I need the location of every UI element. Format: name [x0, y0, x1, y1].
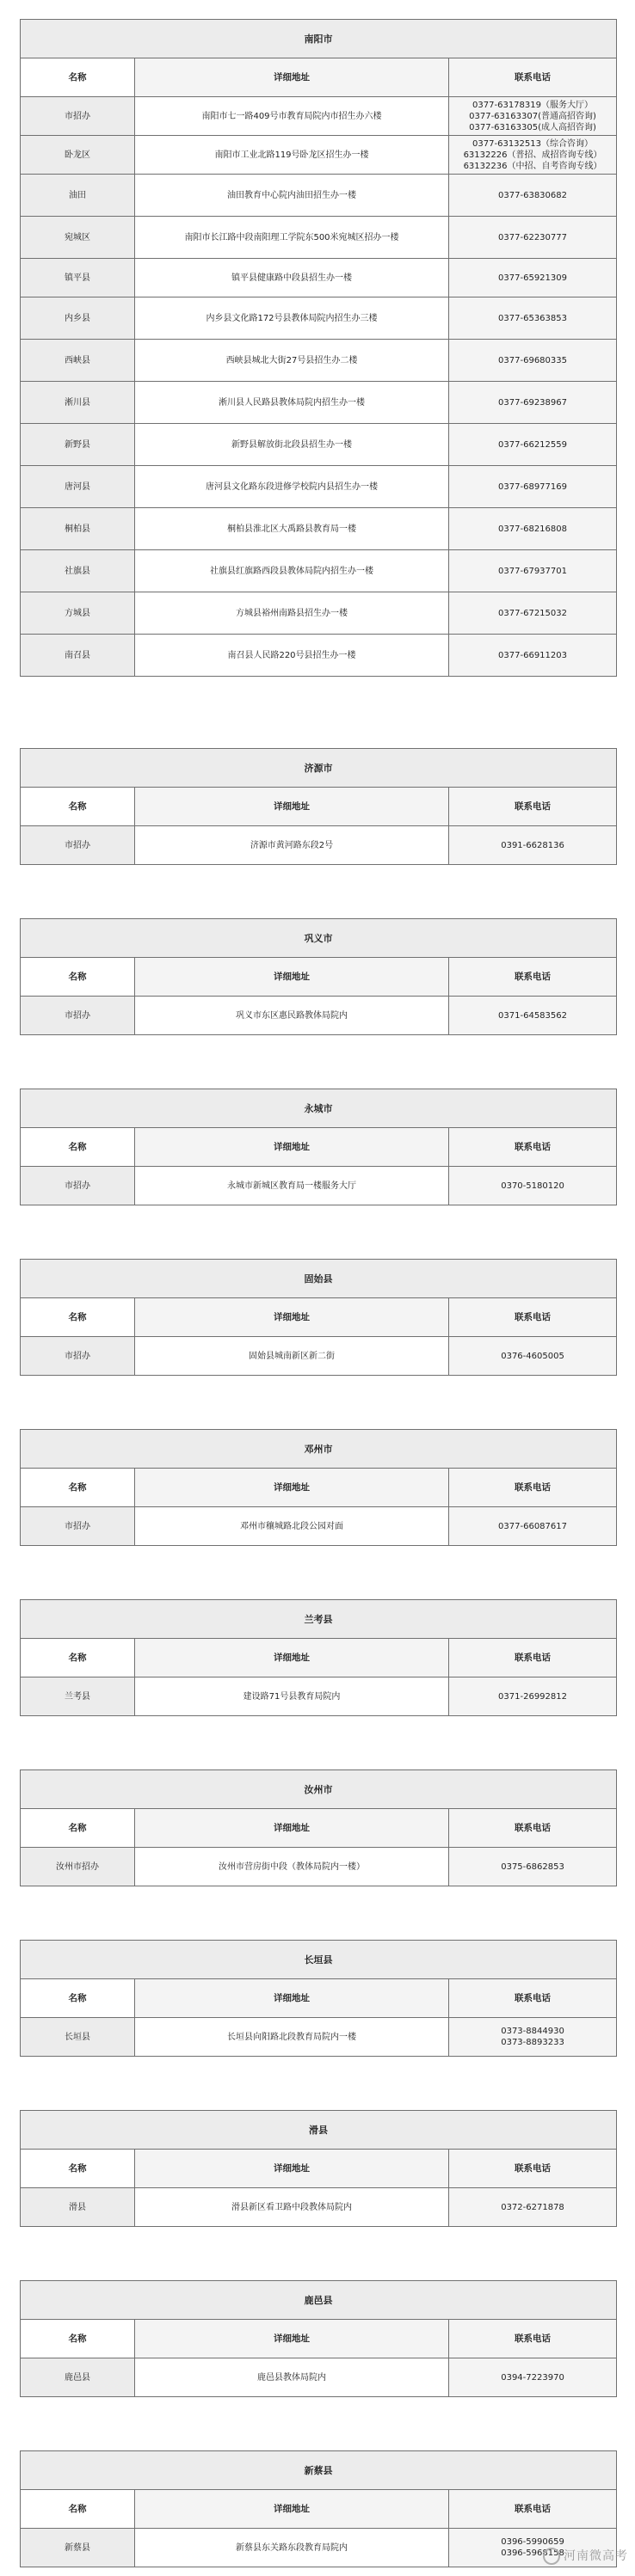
office-name: 长垣县	[21, 2018, 135, 2057]
office-name: 兰考县	[21, 1677, 135, 1716]
office-phone	[449, 382, 617, 424]
office-name: 社旗县	[21, 550, 135, 592]
name-header: 名称	[21, 1469, 135, 1507]
office-phone	[449, 1507, 617, 1546]
section-table	[20, 1769, 617, 1886]
office-phone	[449, 340, 617, 382]
phone-number: 0372-6271878	[501, 2202, 564, 2212]
office-phone	[449, 424, 617, 466]
office-phone	[449, 1677, 617, 1716]
header-row	[21, 2320, 617, 2358]
office-phone	[449, 2018, 617, 2057]
table-row	[21, 826, 617, 865]
office-phone	[449, 592, 617, 635]
section-title: 滑县	[21, 2111, 617, 2150]
table-row	[21, 635, 617, 677]
office-address: 鹿邑县教体局院内	[135, 2358, 449, 2397]
phone-number: 0375-6862853	[501, 1861, 564, 1872]
table-row	[21, 1167, 617, 1205]
table-row	[21, 136, 617, 175]
phone-number: 0377-69238967	[498, 397, 567, 408]
office-address: 油田教育中心院内油田招生办一楼	[135, 175, 449, 217]
office-address: 淅川县人民路县教体局院内招生办一楼	[135, 382, 449, 424]
name-header: 名称	[21, 1639, 135, 1677]
phone-header: 联系电话	[449, 1809, 617, 1848]
header-row	[21, 1128, 617, 1167]
section-table	[20, 2280, 617, 2397]
address-header: 详细地址	[135, 1298, 449, 1337]
section-table	[20, 1089, 617, 1205]
address-header: 详细地址	[135, 1639, 449, 1677]
office-phone	[449, 550, 617, 592]
section-table	[20, 2450, 617, 2567]
table-row	[21, 382, 617, 424]
phone-number: 0377-63830682	[498, 190, 567, 200]
table-row	[21, 340, 617, 382]
office-address: 固始县城南新区新二街	[135, 1337, 449, 1376]
office-address: 唐河县文化路东段进修学校院内县招生办一楼	[135, 466, 449, 508]
address-header: 详细地址	[135, 2320, 449, 2358]
phone-number: 0377-66212559	[498, 439, 567, 450]
office-name: 市招办	[21, 826, 135, 865]
section-table	[20, 748, 617, 865]
office-phone	[449, 2358, 617, 2397]
office-name: 唐河县	[21, 466, 135, 508]
table-row	[21, 297, 617, 340]
table-row	[21, 1677, 617, 1716]
office-phone	[449, 175, 617, 217]
header-row	[21, 1809, 617, 1848]
office-address: 滑县新区看卫路中段教体局院内	[135, 2188, 449, 2227]
name-header: 名称	[21, 2490, 135, 2529]
phone-number: 0370-5180120	[501, 1181, 564, 1191]
phone-number: 0396-5990659	[501, 2537, 564, 2547]
section-table	[20, 918, 617, 1035]
office-address: 济源市黄河路东段2号	[135, 826, 449, 865]
phone-header: 联系电话	[449, 1979, 617, 2018]
section-title: 济源市	[21, 749, 617, 788]
office-name: 宛城区	[21, 217, 135, 259]
phone-number: 0371-64583562	[498, 1010, 567, 1021]
phone-number: 0377-66911203	[498, 650, 567, 660]
table-row	[21, 97, 617, 136]
office-address: 巩义市东区惠民路教体局院内	[135, 997, 449, 1035]
section-table	[20, 2110, 617, 2227]
address-header: 详细地址	[135, 788, 449, 826]
office-name: 新蔡县	[21, 2529, 135, 2567]
phone-header: 联系电话	[449, 1128, 617, 1167]
office-name: 方城县	[21, 592, 135, 635]
watermark-text: 河南微高考	[564, 2549, 628, 2563]
phone-header: 联系电话	[449, 958, 617, 997]
phone-number: 63132236（中招、自考咨询专线）	[463, 161, 602, 171]
office-phone	[449, 1337, 617, 1376]
office-address: 新野县解放街北段县招生办一楼	[135, 424, 449, 466]
office-name: 汝州市招办	[21, 1848, 135, 1886]
office-phone	[449, 1167, 617, 1205]
section-title: 南阳市	[21, 20, 617, 58]
phone-number: 0373-8893233	[501, 2038, 564, 2047]
phone-number: 0377-63178319（服务大厅）	[472, 100, 593, 110]
office-address: 建设路71号县教育局院内	[135, 1677, 449, 1716]
phone-number: 0377-65921309	[498, 273, 567, 283]
table-row	[21, 2358, 617, 2397]
office-phone	[449, 217, 617, 259]
office-address: 邓州市穰城路北段公园对面	[135, 1507, 449, 1546]
office-name: 内乡县	[21, 297, 135, 340]
table-row	[21, 466, 617, 508]
name-header: 名称	[21, 788, 135, 826]
office-phone	[449, 2188, 617, 2227]
table-row	[21, 997, 617, 1035]
phone-header: 联系电话	[449, 1298, 617, 1337]
name-header: 名称	[21, 1979, 135, 2018]
office-name: 镇平县	[21, 259, 135, 297]
office-name: 市招办	[21, 1507, 135, 1546]
phone-number: 0371-26992812	[498, 1691, 567, 1702]
header-row	[21, 2150, 617, 2188]
phone-number: 0396-5968158	[501, 2548, 564, 2558]
section-table	[20, 1259, 617, 1376]
office-name: 西峡县	[21, 340, 135, 382]
name-header: 名称	[21, 2150, 135, 2188]
office-address: 新蔡县东关路东段教育局院内	[135, 2529, 449, 2567]
phone-number: 0377-63163305(成人高招咨询)	[469, 122, 596, 132]
office-name: 鹿邑县	[21, 2358, 135, 2397]
header-row	[21, 1469, 617, 1507]
phone-header: 联系电话	[449, 1639, 617, 1677]
office-phone	[449, 466, 617, 508]
office-address: 方城县裕州南路县招生办一楼	[135, 592, 449, 635]
section-title: 巩义市	[21, 919, 617, 958]
name-header: 名称	[21, 2320, 135, 2358]
phone-number: 0377-63163307(普通高招咨询)	[469, 111, 596, 121]
office-phone	[449, 997, 617, 1035]
section-title: 长垣县	[21, 1941, 617, 1979]
table-row	[21, 2529, 617, 2567]
name-header: 名称	[21, 958, 135, 997]
section-title: 固始县	[21, 1260, 617, 1298]
header-row	[21, 1979, 617, 2018]
address-header: 详细地址	[135, 1809, 449, 1848]
office-address: 桐柏县淮北区大禹路县教育局一楼	[135, 508, 449, 550]
office-name: 新野县	[21, 424, 135, 466]
address-header: 详细地址	[135, 1128, 449, 1167]
office-name: 卧龙区	[21, 136, 135, 175]
section-table	[20, 1429, 617, 1546]
table-row	[21, 550, 617, 592]
table-row	[21, 175, 617, 217]
table-row	[21, 1848, 617, 1886]
phone-number: 0394-7223970	[501, 2372, 564, 2383]
phone-number: 0391-6628136	[501, 840, 564, 850]
section-title: 汝州市	[21, 1770, 617, 1809]
table-row	[21, 2018, 617, 2057]
header-row	[21, 1639, 617, 1677]
phone-header: 联系电话	[449, 788, 617, 826]
table-row	[21, 1507, 617, 1546]
table-row	[21, 217, 617, 259]
address-header: 详细地址	[135, 1469, 449, 1507]
office-address: 南阳市七一路409号市教育局院内市招生办六楼	[135, 97, 449, 136]
name-header: 名称	[21, 1128, 135, 1167]
name-header: 名称	[21, 58, 135, 97]
address-header: 详细地址	[135, 1979, 449, 2018]
watermark	[543, 2547, 628, 2565]
table-row	[21, 424, 617, 466]
table-row	[21, 592, 617, 635]
office-name: 油田	[21, 175, 135, 217]
office-address: 汝州市营房街中段（教体局院内一楼）	[135, 1848, 449, 1886]
office-name: 市招办	[21, 1337, 135, 1376]
phone-number: 0377-69680335	[498, 355, 567, 365]
name-header: 名称	[21, 1809, 135, 1848]
section-title: 鹿邑县	[21, 2281, 617, 2320]
phone-header: 联系电话	[449, 58, 617, 97]
office-address: 南阳市长江路中段南阳理工学院东500米宛城区招办一楼	[135, 217, 449, 259]
office-name: 市招办	[21, 1167, 135, 1205]
table-row	[21, 508, 617, 550]
office-phone	[449, 635, 617, 677]
section-table	[20, 19, 617, 677]
phone-number: 0377-68216808	[498, 524, 567, 534]
office-address: 西峡县城北大街27号县招生办二楼	[135, 340, 449, 382]
phone-header: 联系电话	[449, 2320, 617, 2358]
header-row	[21, 958, 617, 997]
section-title: 兰考县	[21, 1600, 617, 1639]
office-phone	[449, 297, 617, 340]
office-name: 滑县	[21, 2188, 135, 2227]
name-header: 名称	[21, 1298, 135, 1337]
phone-header: 联系电话	[449, 2150, 617, 2188]
section-title: 新蔡县	[21, 2451, 617, 2490]
table-row	[21, 259, 617, 297]
phone-number: 0377-63132513（综合咨询）	[472, 138, 593, 149]
office-address: 社旗县红旗路西段县教体局院内招生办一楼	[135, 550, 449, 592]
phone-number: 0376-4605005	[501, 1351, 564, 1361]
office-name: 南召县	[21, 635, 135, 677]
section-table	[20, 1940, 617, 2057]
phone-number: 0377-62230777	[498, 232, 567, 242]
table-row	[21, 2188, 617, 2227]
office-name: 市招办	[21, 97, 135, 136]
phone-header: 联系电话	[449, 1469, 617, 1507]
header-row	[21, 2490, 617, 2529]
office-address: 永城市新城区教育局一楼服务大厅	[135, 1167, 449, 1205]
office-address: 内乡县文化路172号县教体局院内招生办三楼	[135, 297, 449, 340]
section-table	[20, 1599, 617, 1716]
office-address: 南阳市工业北路119号卧龙区招生办一楼	[135, 136, 449, 175]
office-name: 市招办	[21, 997, 135, 1035]
phone-number: 0377-67937701	[498, 566, 567, 576]
header-row	[21, 788, 617, 826]
address-header: 详细地址	[135, 2150, 449, 2188]
address-header: 详细地址	[135, 958, 449, 997]
office-address: 镇平县健康路中段县招生办一楼	[135, 259, 449, 297]
table-row	[21, 1337, 617, 1376]
phone-number: 0377-65363853	[498, 313, 567, 323]
office-phone	[449, 259, 617, 297]
phone-number: 0373-8844930	[501, 2027, 564, 2036]
office-phone	[449, 508, 617, 550]
address-header: 详细地址	[135, 58, 449, 97]
section-title: 邓州市	[21, 1430, 617, 1469]
office-phone	[449, 97, 617, 136]
header-row	[21, 1298, 617, 1337]
office-phone	[449, 826, 617, 865]
office-phone	[449, 1848, 617, 1886]
phone-number: 0377-68977169	[498, 481, 567, 492]
office-phone	[449, 136, 617, 175]
phone-header: 联系电话	[449, 2490, 617, 2529]
office-address: 南召县人民路220号县招生办一楼	[135, 635, 449, 677]
phone-number: 0377-67215032	[498, 608, 567, 618]
header-row	[21, 58, 617, 97]
phone-number: 0377-66087617	[498, 1521, 567, 1531]
address-header: 详细地址	[135, 2490, 449, 2529]
section-title: 永城市	[21, 1089, 617, 1128]
phone-number: 63132226（普招、成招咨询专线）	[463, 150, 602, 160]
office-address: 长垣县向阳路北段教育局院内一楼	[135, 2018, 449, 2057]
office-name: 桐柏县	[21, 508, 135, 550]
office-name: 淅川县	[21, 382, 135, 424]
wechat-logo-icon	[543, 2548, 560, 2565]
